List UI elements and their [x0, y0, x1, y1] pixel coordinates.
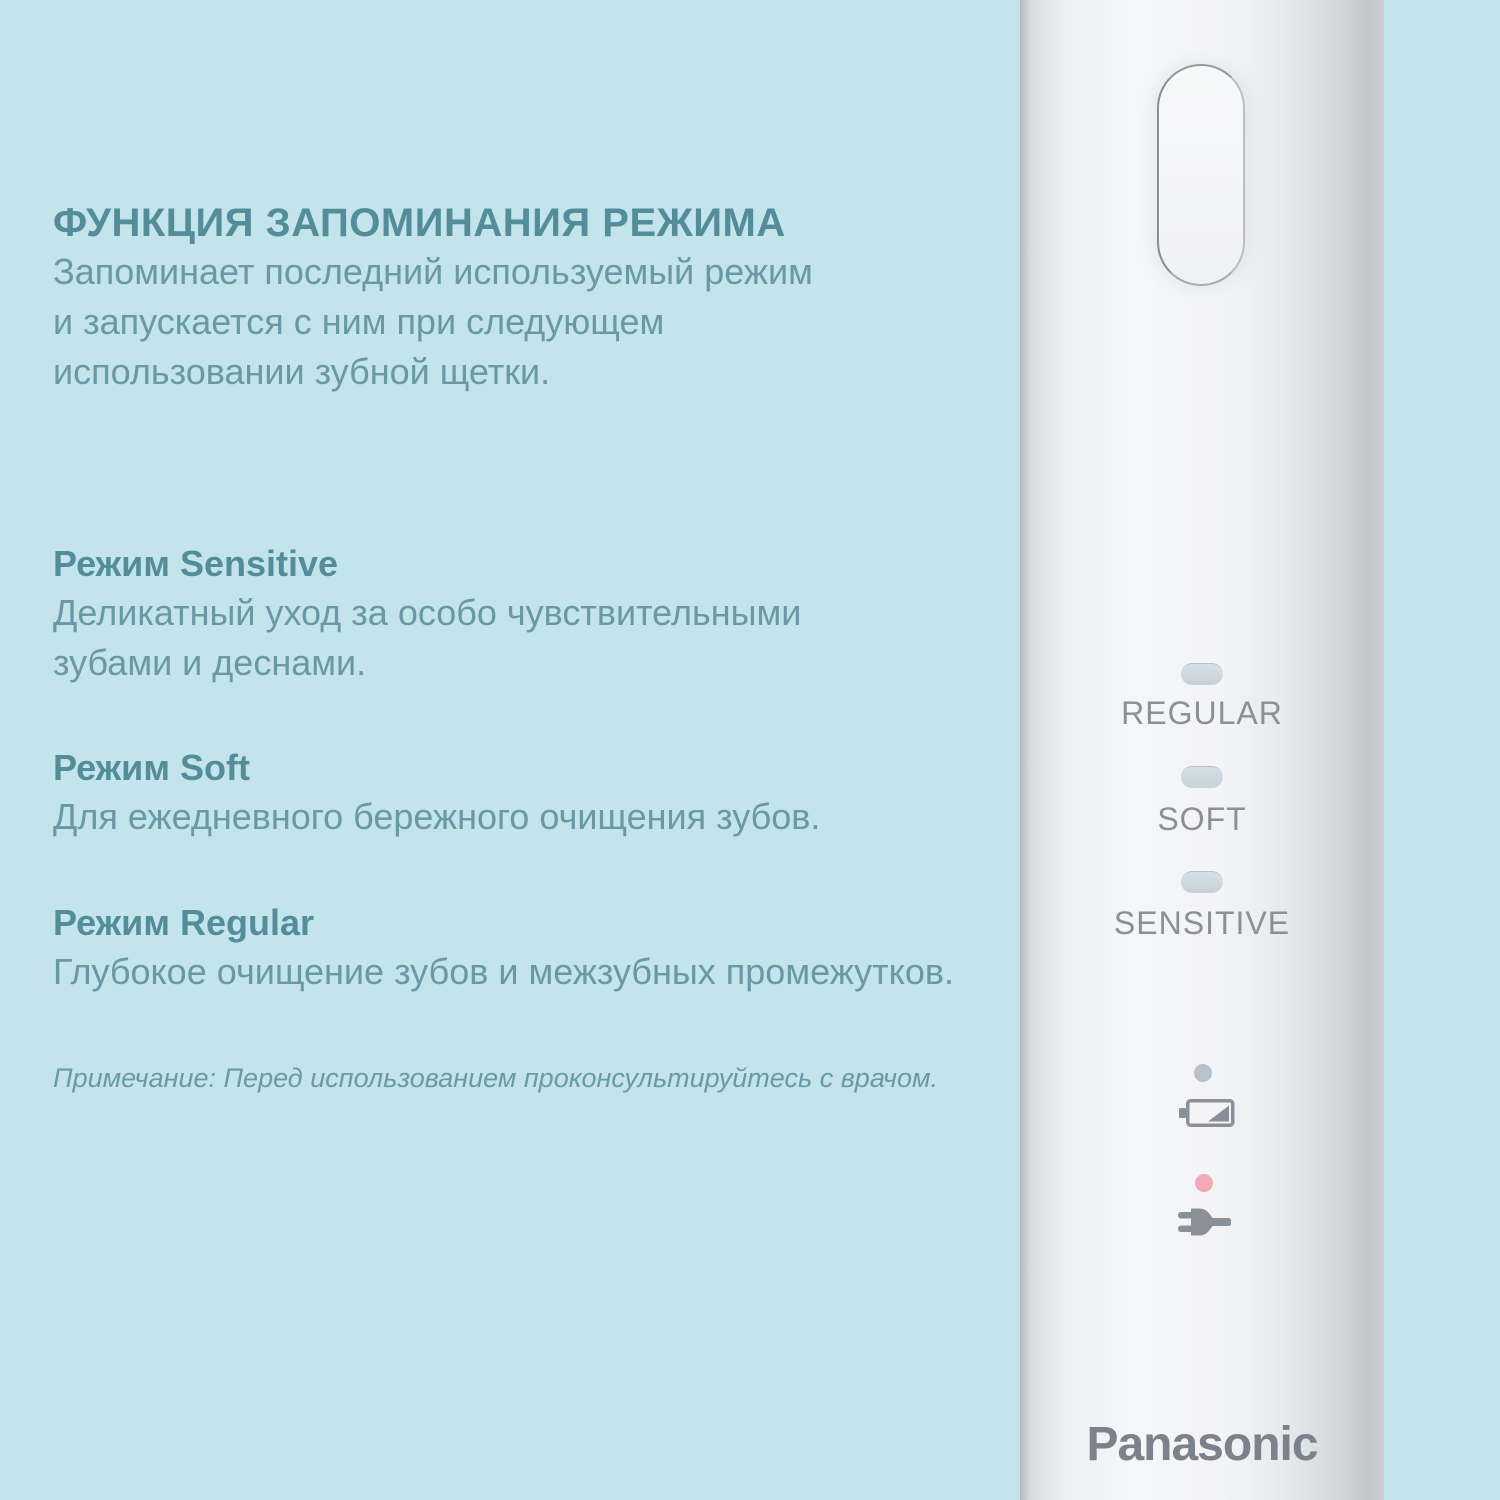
battery-icon	[1177, 1099, 1235, 1127]
section-line: зубами и деснами.	[53, 642, 367, 683]
charging-led-icon	[1195, 1174, 1213, 1192]
plug-icon	[1178, 1206, 1232, 1238]
section-heading: Режим Regular	[53, 902, 314, 943]
toothbrush-handle	[1020, 0, 1384, 1500]
section-mode-regular	[53, 899, 954, 997]
section-heading: Режим Sensitive	[53, 543, 339, 584]
section-line: Глубокое очищение зубов и межзубных промежутков.	[53, 951, 954, 992]
mode-led-soft-icon	[1181, 766, 1223, 788]
mode-label-sensitive: SENSITIVE	[1113, 905, 1291, 941]
mode-led-sensitive-icon	[1181, 871, 1223, 893]
page-title: ФУНКЦИЯ ЗАПОМИНАНИЯ РЕЖИМА	[53, 201, 786, 245]
intro-line: использовании зубной щетки.	[53, 351, 551, 392]
intro-line: Запоминает последний используемый режим	[53, 251, 813, 292]
mode-label-soft: SOFT	[1157, 801, 1247, 837]
power-button-icon	[1157, 64, 1245, 286]
section-line: Деликатный уход за особо чувствительными	[53, 592, 802, 633]
section-mode-sensitive	[53, 540, 801, 688]
intro-line: и запускается с ним при следующем	[53, 301, 665, 342]
panasonic-logo: Panasonic	[1086, 1418, 1318, 1471]
section-heading: Режим Soft	[53, 747, 250, 788]
disclaimer-note: Примечание: Перед использованием проконсультируйтесь с врачом.	[53, 1063, 939, 1093]
section-mode-soft	[53, 744, 820, 842]
mode-led-regular-icon	[1181, 663, 1223, 685]
intro-paragraph	[53, 247, 813, 397]
section-line: Для ежедневного бережного очищения зубов.	[53, 796, 821, 837]
mode-label-regular: REGULAR	[1121, 695, 1283, 731]
battery-led-icon	[1194, 1064, 1212, 1082]
